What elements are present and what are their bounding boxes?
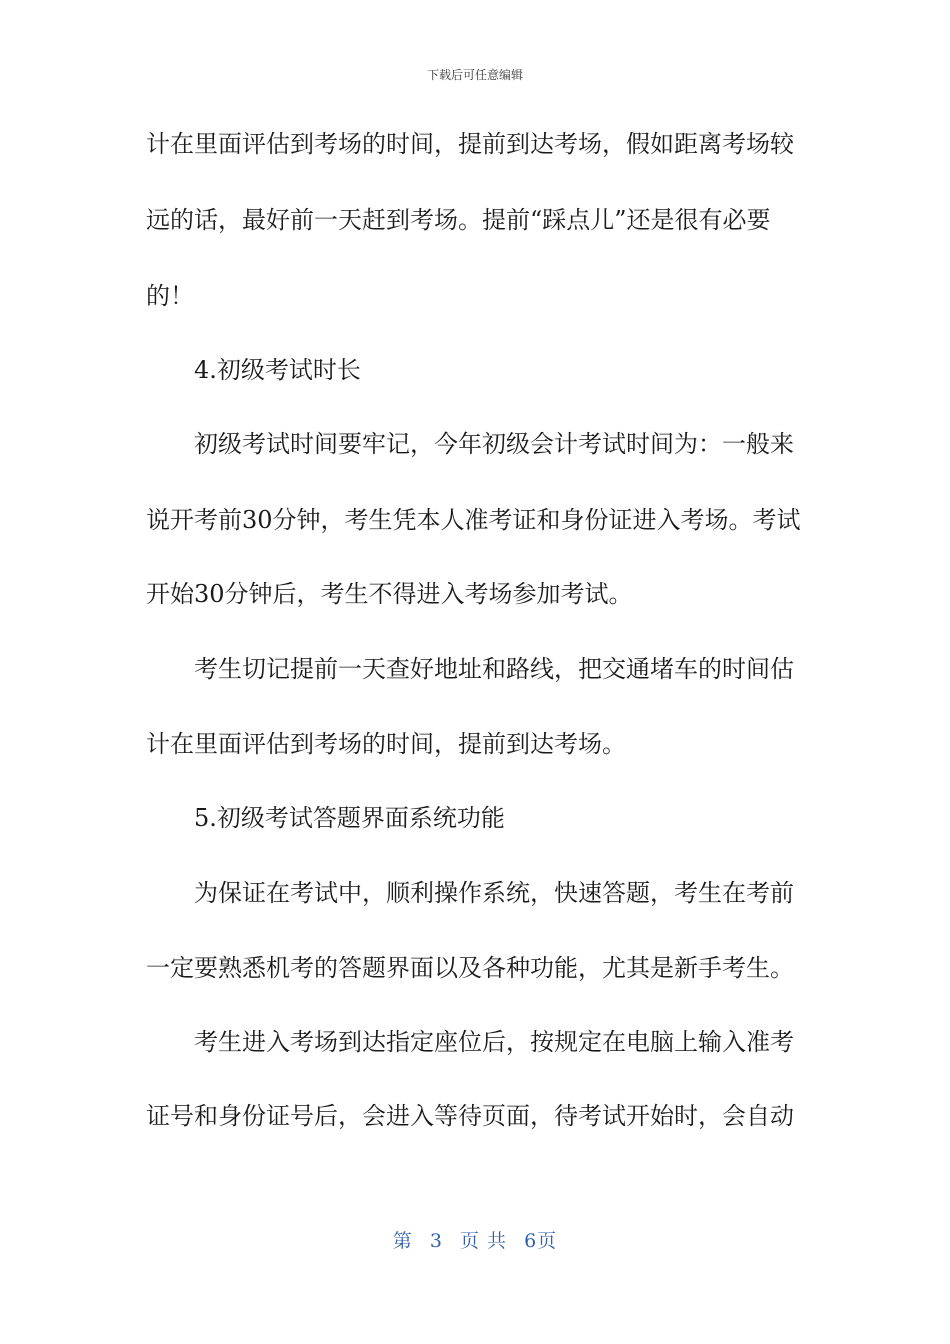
paragraph-line: 说开考前30分钟，考生凭本人准考证和身份证进入考场。考试 (146, 506, 801, 534)
footer-middle: 页 共 (460, 1230, 508, 1252)
section-heading: 4.初级考试时长 (194, 356, 361, 384)
paragraph-line: 考生进入考场到达指定座位后，按规定在电脑上输入准考 (194, 1028, 794, 1056)
paragraph-line: 为保证在考试中，顺利操作系统，快速答题，考生在考前 (194, 879, 794, 907)
paragraph-line: 远的话，最好前一天赶到考场。提前“踩点儿”还是很有必要 (146, 206, 771, 234)
paragraph-line: 考生切记提前一天查好地址和路线，把交通堵车的时间估 (194, 655, 794, 683)
paragraph-line: 一定要熟悉机考的答题界面以及各种功能，尤其是新手考生。 (146, 954, 794, 982)
paragraph-line: 计在里面评估到考场的时间，提前到达考场，假如距离考场较 (146, 130, 794, 158)
footer-prefix: 第 (392, 1230, 413, 1252)
paragraph-line: 的！ (146, 282, 194, 310)
paragraph-line: 开始30分钟后，考生不得进入考场参加考试。 (146, 580, 633, 608)
header-note: 下载后可任意编辑 (426, 68, 523, 82)
paragraph-line: 证号和身份证号后，会进入等待页面，待考试开始时，会自动 (146, 1102, 794, 1130)
paragraph-line: 计在里面评估到考场的时间，提前到达考场。 (146, 730, 626, 758)
section-heading: 5.初级考试答题界面系统功能 (194, 804, 505, 832)
footer-page: 3 (429, 1230, 443, 1252)
page-number-footer (0, 1226, 950, 1253)
paragraph-line: 初级考试时间要牢记，今年初级会计考试时间为：一般来 (194, 430, 794, 458)
footer-total: 6页 (524, 1230, 558, 1252)
